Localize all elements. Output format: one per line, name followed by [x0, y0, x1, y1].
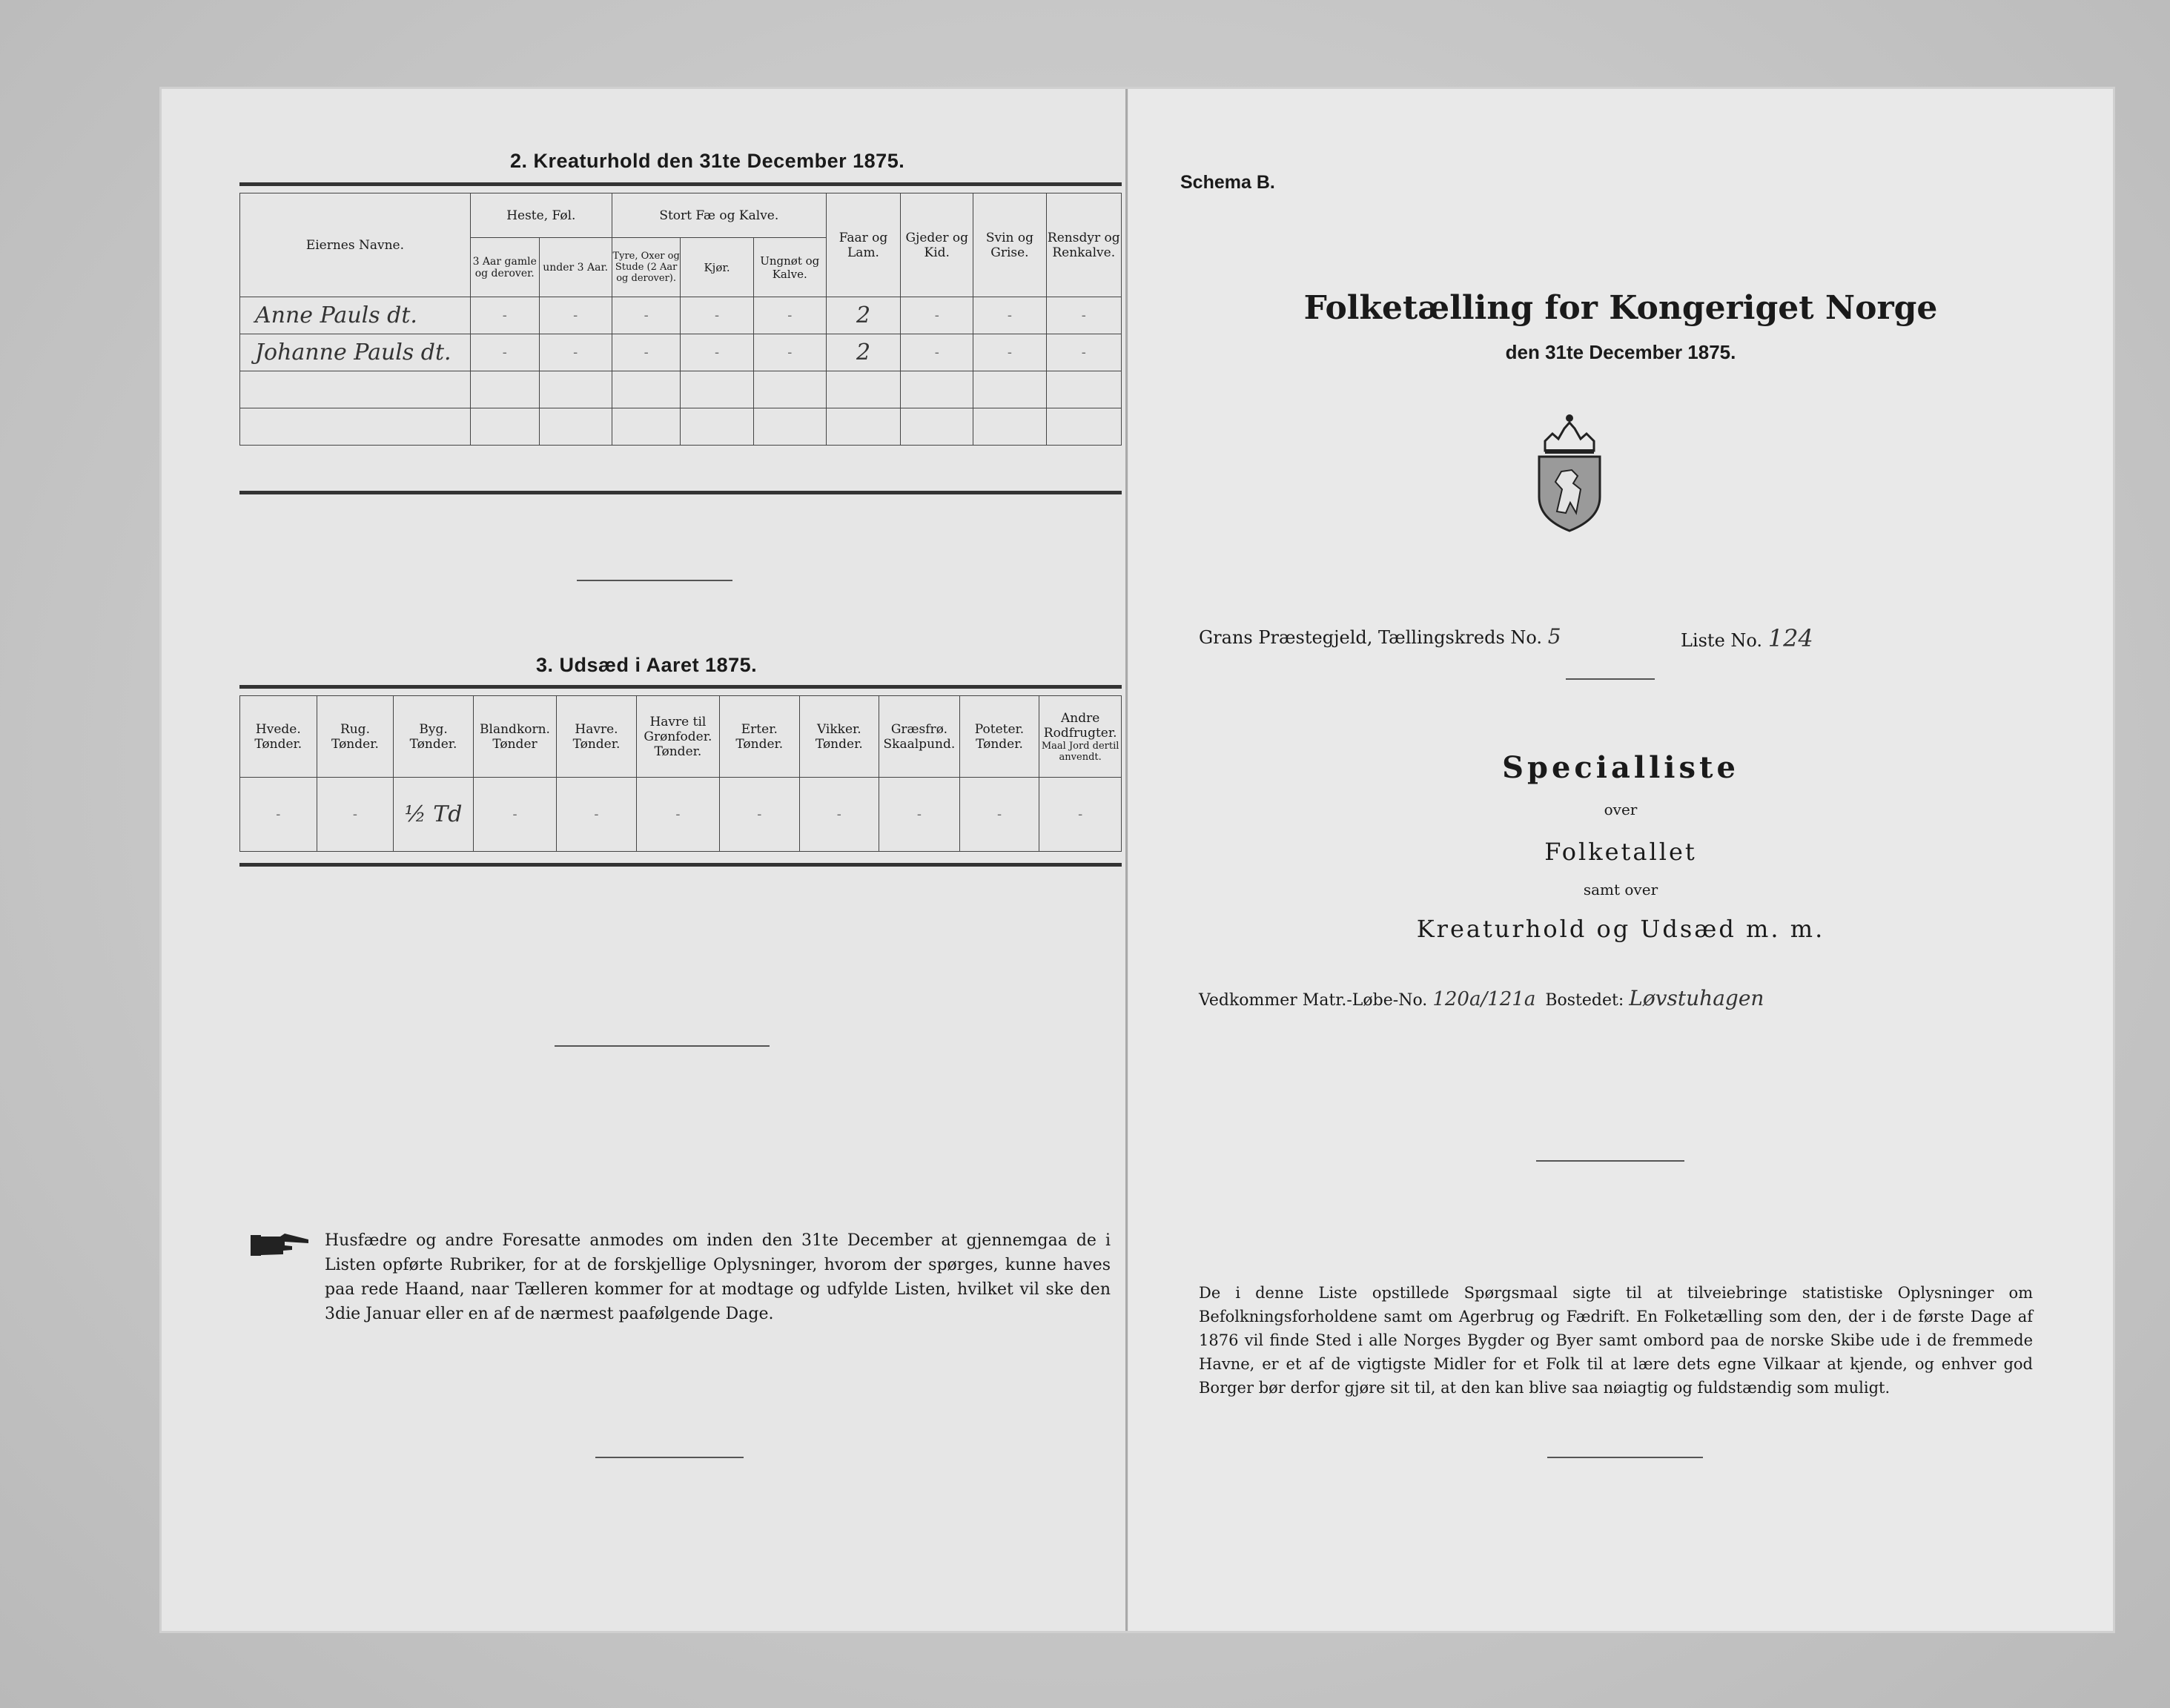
section3-top-rule	[239, 685, 1122, 689]
cell: -	[1046, 334, 1121, 371]
cell: -	[539, 297, 612, 334]
short-divider	[595, 1457, 744, 1458]
kreaturhold-heading: Kreaturhold og Udsæd m. m.	[1416, 915, 1825, 943]
header-svin: Svin og Grise.	[973, 193, 1046, 297]
bosted-value: Løvstuhagen	[1629, 986, 1764, 1010]
pointing-hand-icon	[251, 1231, 310, 1260]
cell: -	[470, 334, 539, 371]
short-divider	[1547, 1457, 1703, 1458]
cell: -	[799, 778, 879, 852]
section2-bottom-rule	[239, 491, 1122, 494]
header-stort-fae: Stort Fæ og Kalve.	[612, 193, 826, 238]
header-blandkorn: Blandkorn. Tønder	[473, 696, 556, 778]
table-row	[240, 297, 1122, 334]
samt-over-label: samt over	[1583, 881, 1658, 898]
cell: -	[681, 297, 753, 334]
header-owner: Eiernes Navne.	[240, 193, 471, 297]
header-graesfro: Græsfrø. Skaalpund.	[879, 696, 960, 778]
cell: -	[539, 334, 612, 371]
cell: -	[879, 778, 960, 852]
right-page	[1128, 89, 2113, 1631]
header-havre: Havre. Tønder.	[557, 696, 637, 778]
cell: -	[973, 297, 1046, 334]
section2-top-rule	[239, 182, 1122, 186]
district-line	[1199, 624, 1561, 649]
section3-bottom-rule	[239, 863, 1122, 867]
cell: -	[720, 778, 800, 852]
header-havre-gronfoder: Havre til Grønfoder. Tønder.	[636, 696, 719, 778]
section2-title: 2. Kreaturhold den 31te December 1875.	[510, 150, 905, 172]
explanation-paragraph: De i denne Liste opstillede Spørgsmaal sigte til at tilveiebringe statistiske Oplysninger om Befolkningsforholdene samt om Agerbrug og Fædrift. En Folketælling som den, der i de første Dage af 1876 vil finde Sted i alle Norges Bygder og Byer samt ombord paa de norske Skibe ude i de fremmede Havne, er et af de vigtigste Midler for et Folk til at lære dets egne Vilkaar at kjende, og enhver god Borger bør derfor gjøre sit til, at den kan blive saa nøiagtig og fuldstændig som muligt.	[1199, 1284, 2033, 1397]
cell: -	[973, 334, 1046, 371]
matr-line	[1199, 986, 1764, 1010]
header-andre-rodfrugter: Andre Rodfrugter. Maal Jord dertil anvendt.	[1039, 696, 1122, 778]
short-divider	[1566, 678, 1655, 680]
section3-title: 3. Udsæd i Aaret 1875.	[536, 654, 758, 676]
cell: -	[636, 778, 719, 852]
owner-name: Anne Pauls dt.	[240, 297, 471, 334]
header-faar: Faar og Lam.	[826, 193, 900, 297]
document-sheet	[162, 89, 2113, 1631]
title-date: den 31te December 1875.	[1505, 341, 1736, 363]
header-erter: Erter. Tønder.	[720, 696, 800, 778]
header-rensdyr: Rensdyr og Renkalve.	[1046, 193, 1121, 297]
cell: -	[557, 778, 637, 852]
table-row	[240, 778, 1122, 852]
schema-label: Schema B.	[1180, 172, 1275, 193]
header-vikker: Vikker. Tønder.	[799, 696, 879, 778]
district-number: 5	[1547, 624, 1561, 649]
short-divider	[577, 580, 732, 581]
header-heste-old: 3 Aar gamle og derover.	[470, 238, 539, 297]
matr-value: 120a/121a	[1432, 988, 1536, 1010]
bosted-label: Bostedet:	[1545, 991, 1624, 1010]
cell: -	[901, 297, 973, 334]
liste-line	[1681, 624, 1813, 652]
cell: -	[240, 778, 317, 852]
header-gjeder: Gjeder og Kid.	[901, 193, 973, 297]
cell: ½ Td	[394, 778, 474, 852]
cell: -	[612, 297, 681, 334]
specialliste-heading: Specialliste	[1502, 750, 1739, 785]
table-row	[240, 334, 1122, 371]
main-title: Folketælling for Kongeriget Norge	[1303, 289, 1938, 327]
header-kjor: Kjør.	[681, 238, 753, 297]
cell: -	[681, 334, 753, 371]
cell: -	[901, 334, 973, 371]
header-hvede: Hvede. Tønder.	[240, 696, 317, 778]
folketallet-heading: Folketallet	[1544, 838, 1697, 866]
cell: 2	[826, 297, 900, 334]
owner-name: Johanne Pauls dt.	[240, 334, 471, 371]
left-page	[162, 89, 1128, 1631]
cell: -	[473, 778, 556, 852]
header-heste: Heste, Føl.	[470, 193, 612, 238]
cell: -	[470, 297, 539, 334]
header-tyre: Tyre, Oxer og Stude (2 Aar og derover).	[612, 238, 681, 297]
cell: -	[1046, 297, 1121, 334]
cell: -	[753, 334, 826, 371]
liste-number: 124	[1767, 624, 1813, 652]
header-rug: Rug. Tønder.	[317, 696, 394, 778]
header-poteter: Poteter. Tønder.	[959, 696, 1039, 778]
short-divider	[555, 1045, 770, 1047]
cell: -	[1039, 778, 1122, 852]
cell: 2	[826, 334, 900, 371]
short-divider	[1536, 1160, 1684, 1162]
livestock-table	[239, 193, 1122, 446]
header-ungnot: Ungnøt og Kalve.	[753, 238, 826, 297]
cell: -	[959, 778, 1039, 852]
table-row	[240, 408, 1122, 446]
table-row	[240, 371, 1122, 408]
liste-label: Liste No.	[1681, 630, 1763, 651]
cell: -	[317, 778, 394, 852]
header-byg: Byg. Tønder.	[394, 696, 474, 778]
district-label: Grans Præstegjeld, Tællingskreds No.	[1199, 627, 1543, 648]
sowing-table	[239, 695, 1122, 852]
matr-label: Vedkommer Matr.-Løbe-No.	[1199, 991, 1428, 1010]
header-heste-young: under 3 Aar.	[539, 238, 612, 297]
coat-of-arms-icon	[1529, 408, 1610, 534]
instruction-notice: Husfædre og andre Foresatte anmodes om inden den 31te December at gjennemgaa de i Listen opførte Rubriker, for at de forskjellige Oplysninger, hvorom der spørges, kunne haves paa rede Haand, naar Tælleren kommer for at modtage og udfylde Listen, hvilket vil ske den 3die Januar eller en af de nærmest paafølgende Dage.	[325, 1231, 1111, 1323]
over-label: over	[1604, 801, 1638, 818]
cell: -	[753, 297, 826, 334]
cell: -	[612, 334, 681, 371]
